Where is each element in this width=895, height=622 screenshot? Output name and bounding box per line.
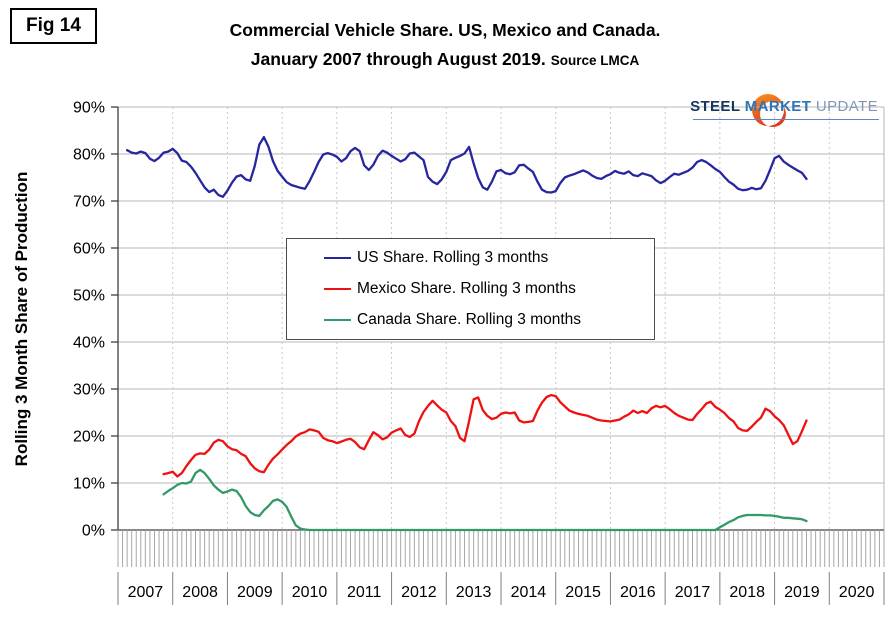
x-tick-label: 2008 (182, 584, 218, 601)
x-tick-label: 2017 (674, 584, 711, 601)
chart-source: Source LMCA (550, 53, 640, 69)
y-tick-label: 0% (81, 522, 105, 540)
series-line-us (127, 137, 806, 197)
x-tick-label: 2016 (620, 584, 656, 601)
series-line-canada (164, 470, 807, 530)
x-tick-label: 2015 (565, 584, 601, 601)
logo-word-market: MARKET (744, 98, 812, 115)
legend-line-swatch (324, 257, 351, 259)
legend-label: Mexico Share. Rolling 3 months (357, 279, 576, 297)
smu-logo-text (690, 98, 878, 115)
x-tick-label: 2007 (127, 584, 164, 601)
y-tick-label: 80% (72, 146, 105, 164)
y-tick-label: 90% (72, 99, 105, 117)
legend-label: US Share. Rolling 3 months (357, 249, 549, 267)
legend-line-swatch (324, 319, 351, 321)
legend-item-us (324, 249, 654, 267)
x-tick-label: 2018 (729, 584, 765, 601)
chart-subtitle: January 2007 through August 2019. (250, 49, 546, 70)
logo-word-steel: STEEL (690, 98, 741, 115)
x-tick-label: 2020 (838, 584, 875, 601)
x-tick-label: 2014 (510, 584, 547, 601)
x-tick-label: 2012 (401, 584, 437, 601)
month-ticks (118, 530, 884, 567)
legend-line-swatch (324, 288, 351, 290)
y-tick-label: 20% (72, 428, 105, 446)
x-tick-label: 2010 (291, 584, 328, 601)
chart-legend (286, 238, 655, 340)
legend-item-mexico (324, 280, 654, 298)
chart-title-line-1: Commercial Vehicle Share. US, Mexico and Canada. (229, 20, 661, 40)
logo-word-update: UPDATE (815, 98, 878, 115)
y-tick-label: 30% (72, 381, 105, 399)
legend-item-canada (324, 311, 654, 329)
x-tick-label: 2009 (237, 584, 273, 601)
y-tick-label: 70% (72, 193, 105, 211)
y-tick-label: 10% (72, 475, 105, 493)
x-tick-label: 2011 (346, 584, 382, 601)
y-axis-title: Rolling 3 Month Share of Production (12, 171, 31, 467)
y-tick-label: 40% (72, 334, 105, 352)
y-tick-labels (73, 100, 105, 540)
y-tick-label: 60% (72, 240, 105, 258)
x-tick-label: 2013 (455, 584, 492, 601)
x-tick-label: 2019 (784, 584, 820, 601)
figure-label: Fig 14 (26, 15, 81, 36)
year-axis (118, 572, 884, 605)
y-tick-label: 50% (72, 287, 105, 305)
legend-label: Canada Share. Rolling 3 months (357, 310, 582, 328)
